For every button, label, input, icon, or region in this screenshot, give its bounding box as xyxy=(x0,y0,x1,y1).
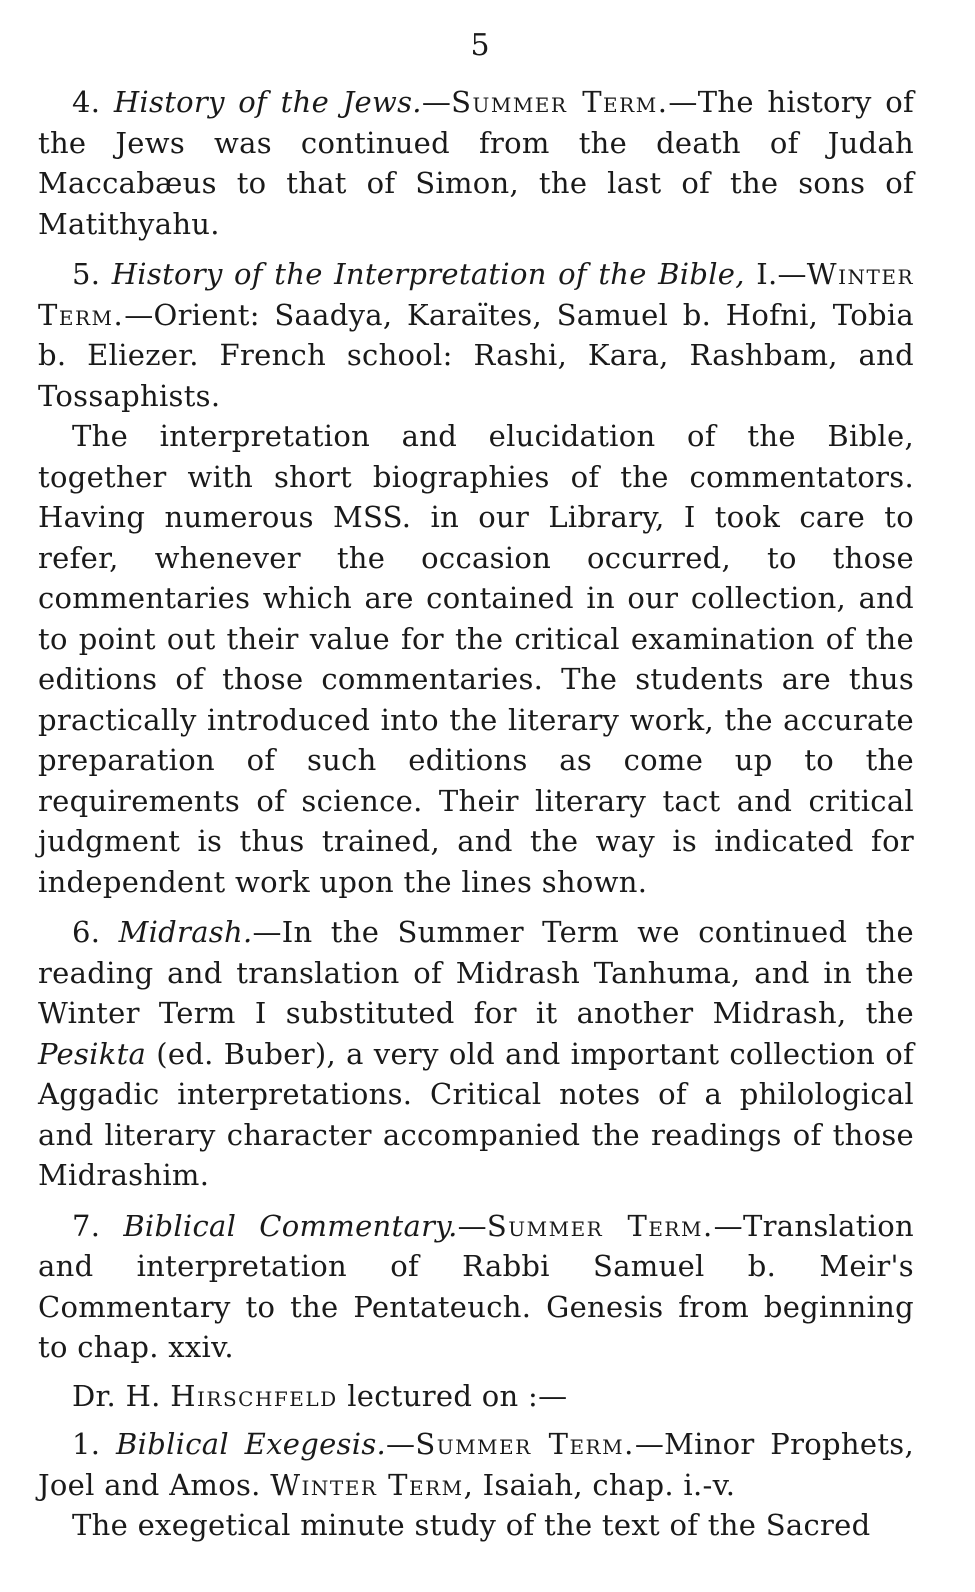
term-label: Winter Term. xyxy=(38,257,915,332)
section-4-history-of-the-jews xyxy=(38,82,914,244)
dash: — xyxy=(457,1208,487,1243)
section-body: —Orient: Saadya, Karaïtes, Samuel b. Hofni, Tobia b. Eliezer. French school: Rashi, Kara, Rashbam, and Tossaphists. xyxy=(38,297,914,413)
section-number: 6. xyxy=(72,915,101,949)
section-title: Midrash. xyxy=(118,915,253,949)
page-number: 5 xyxy=(470,28,490,63)
section-1-biblical-exegesis xyxy=(38,1424,914,1505)
section-body: —Translation and interpretation of Rabbi Samuel b. Meir's Commentary to the Pentateuch. Genesis from beginning to chap. xxiv. xyxy=(38,1208,914,1364)
section-number: 4. xyxy=(72,85,101,119)
term-label-2: Winter Term xyxy=(270,1467,464,1502)
section-6-midrash xyxy=(38,912,914,1196)
lecturer-name: Hirschfeld xyxy=(170,1378,338,1413)
section-number: 7. xyxy=(72,1208,101,1243)
section-title: Biblical Commentary. xyxy=(123,1208,458,1243)
dash: — xyxy=(421,85,452,119)
section-subtitle: I.— xyxy=(744,257,807,291)
section-title: History of the Interpretation of the Bible, xyxy=(111,257,745,291)
section-number: 5. xyxy=(72,257,101,291)
lecturer-suffix: lectured on :— xyxy=(337,1378,568,1413)
section-body: —The history of the Jews was continued from the death of Judah Maccabæus to that of Simon, the last of the sons of Matithyahu. xyxy=(38,85,914,241)
section-body-continued: (ed. Buber), a very old and important collection of Aggadic interpretations. Critical notes of a philological and literary character accompanied the readings of those Midrashim. xyxy=(38,1036,914,1192)
section-number: 1. xyxy=(72,1427,101,1461)
body-text xyxy=(38,82,914,1546)
term-label: Summer Term. xyxy=(415,1427,635,1461)
lecturer-prefix: Dr. H. xyxy=(72,1378,171,1413)
section-body: —In the Summer Term we continued the reading and translation of Midrash Tanhuma, and in the Winter Term I substituted for it another Midrash, the xyxy=(38,915,914,1030)
section-title: Biblical Exegesis. xyxy=(116,1427,387,1461)
interpretation-description: The interpretation and elucidation of the Bible, together with short biographies of the commentators. Having numerous MSS. in our Library, I took care to refer, whenever the occasion occurred, to those commentaries which are contained in our collection, and to point out their value for the critical examination of the editions of those commentaries. The students are thus practically introduced into the literary work, the accurate preparation of such editions as come up to the requirements of science. Their literary tact and critical judgment is thus trained, and the way is indicated for independent work upon the lines shown. xyxy=(38,419,914,899)
dash: — xyxy=(386,1427,416,1461)
work-title: Pesikta xyxy=(38,1036,147,1071)
lecturer-heading xyxy=(38,1376,914,1417)
section-title: History of the Jews. xyxy=(113,85,422,119)
section-5-history-of-interpretation xyxy=(38,254,914,416)
term-label: Summer Term. xyxy=(451,85,669,119)
exegesis-description: The exegetical minute study of the text of the Sacred xyxy=(72,1508,871,1542)
section-body-continued: , Isaiah, chap. i.-v. xyxy=(463,1467,736,1502)
section-7-biblical-commentary xyxy=(38,1206,914,1368)
section-body: —Minor Prophets, Joel and Amos. xyxy=(38,1427,914,1502)
term-label: Summer Term. xyxy=(486,1208,714,1243)
